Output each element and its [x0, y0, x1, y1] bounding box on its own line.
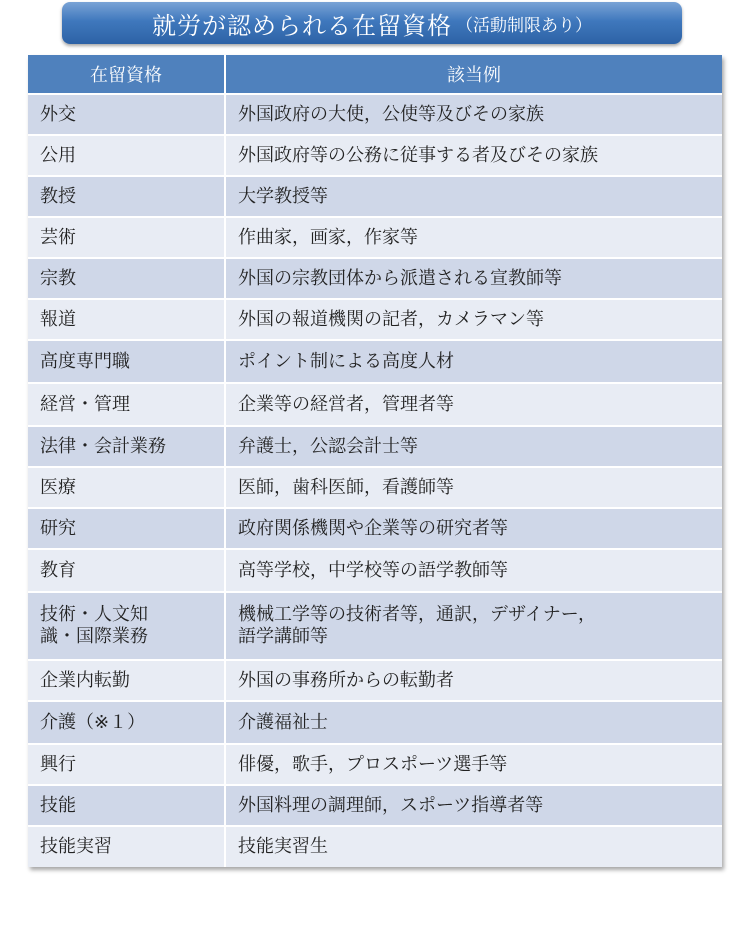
- cell-example: 作曲家，画家，作家等: [225, 217, 722, 258]
- table-row: [28, 467, 722, 508]
- table-row: [28, 785, 722, 826]
- cell-residence-status: 介護（※１）: [28, 701, 225, 744]
- residence-status-table: [28, 55, 722, 867]
- page-title: [62, 2, 682, 44]
- cell-residence-status: 技能: [28, 785, 225, 826]
- cell-example: 政府関係機関や企業等の研究者等: [225, 508, 722, 549]
- table-row: [28, 176, 722, 217]
- table-row: [28, 826, 722, 867]
- cell-example: 企業等の経営者，管理者等: [225, 383, 722, 426]
- cell-example: 外国の報道機関の記者，カメラマン等: [225, 299, 722, 340]
- cell-example: 外国料理の調理師，スポーツ指導者等: [225, 785, 722, 826]
- cell-residence-status: 宗教: [28, 258, 225, 299]
- table-header-row: [28, 55, 722, 94]
- cell-example: 外国の宗教団体から派遣される宣教師等: [225, 258, 722, 299]
- cell-residence-status: 興行: [28, 744, 225, 785]
- cell-example: 技能実習生: [225, 826, 722, 867]
- table-row: [28, 508, 722, 549]
- cell-example: 弁護士，公認会計士等: [225, 426, 722, 467]
- cell-example: 外国政府の大使，公使等及びその家族: [225, 94, 722, 135]
- cell-example: 俳優，歌手，プロスポーツ選手等: [225, 744, 722, 785]
- cell-example: 介護福祉士: [225, 701, 722, 744]
- cell-residence-status: 公用: [28, 135, 225, 176]
- cell-residence-status: 医療: [28, 467, 225, 508]
- table-row: [28, 217, 722, 258]
- cell-example: 大学教授等: [225, 176, 722, 217]
- cell-residence-status: 芸術: [28, 217, 225, 258]
- table-row: [28, 592, 722, 660]
- cell-residence-status: 研究: [28, 508, 225, 549]
- table-body: [28, 94, 722, 867]
- cell-example: ポイント制による高度人材: [225, 340, 722, 383]
- title-main: 就労が認められる在留資格: [152, 11, 452, 40]
- table-row: [28, 744, 722, 785]
- title-subtitle: （活動制限あり）: [456, 15, 592, 36]
- cell-residence-status: 技術・人文知 識・国際業務: [28, 592, 225, 660]
- cell-residence-status: 報道: [28, 299, 225, 340]
- table-row: [28, 340, 722, 383]
- cell-example: 高等学校，中学校等の語学教師等: [225, 549, 722, 592]
- table-row: [28, 135, 722, 176]
- cell-example: 機械工学等の技術者等，通訳，デザイナー， 語学講師等: [225, 592, 722, 660]
- table-row: [28, 299, 722, 340]
- cell-residence-status: 教授: [28, 176, 225, 217]
- table-row: [28, 383, 722, 426]
- table-row: [28, 701, 722, 744]
- cell-residence-status: 企業内転勤: [28, 660, 225, 701]
- cell-example: 外国の事務所からの転勤者: [225, 660, 722, 701]
- table-row: [28, 94, 722, 135]
- cell-residence-status: 教育: [28, 549, 225, 592]
- cell-example: 外国政府等の公務に従事する者及びその家族: [225, 135, 722, 176]
- cell-example: 医師，歯科医師，看護師等: [225, 467, 722, 508]
- column-header-example: 該当例: [225, 55, 722, 94]
- table-row: [28, 660, 722, 701]
- cell-residence-status: 高度専門職: [28, 340, 225, 383]
- table-row: [28, 258, 722, 299]
- table-row: [28, 549, 722, 592]
- column-header-status: 在留資格: [28, 55, 225, 94]
- residence-status-table-container: [28, 55, 722, 867]
- table-row: [28, 426, 722, 467]
- cell-residence-status: 技能実習: [28, 826, 225, 867]
- cell-residence-status: 法律・会計業務: [28, 426, 225, 467]
- cell-residence-status: 外交: [28, 94, 225, 135]
- cell-residence-status: 経営・管理: [28, 383, 225, 426]
